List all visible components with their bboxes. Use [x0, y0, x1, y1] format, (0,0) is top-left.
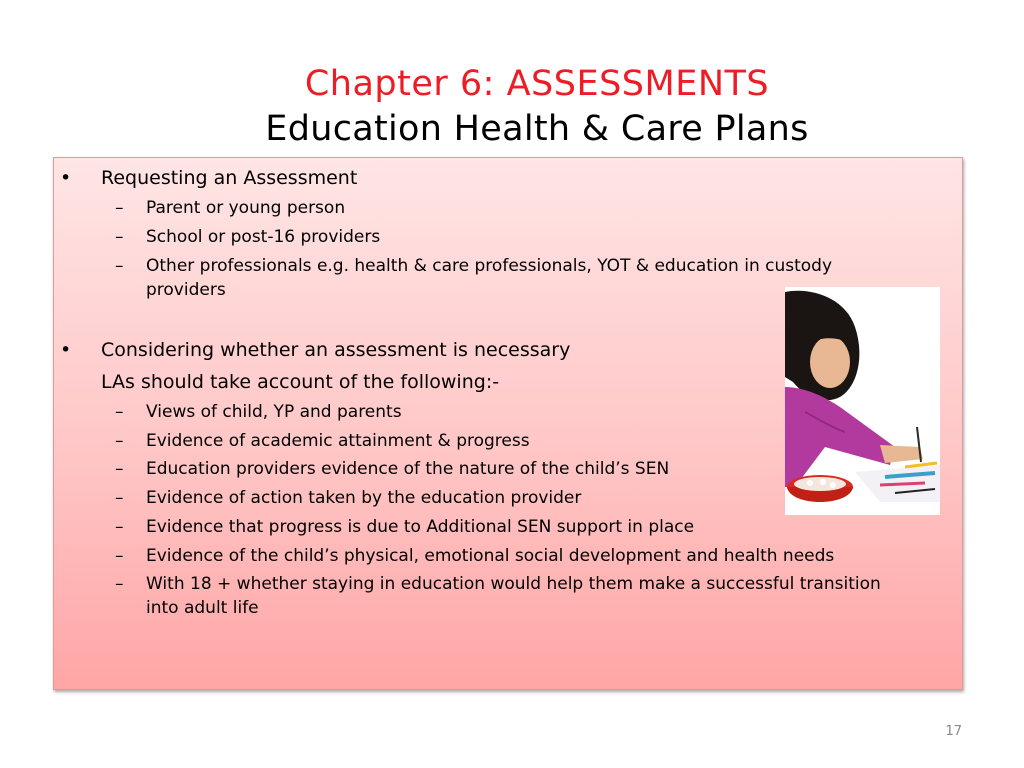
dash-icon: – [115, 459, 124, 479]
section-heading-considering: Considering whether an assessment is necessary [101, 339, 571, 361]
dash-icon: – [115, 546, 124, 566]
slide-title [0, 62, 1024, 152]
chapter-subtitle: Education Health & Care Plans [265, 109, 809, 149]
section-heading-requesting: Requesting an Assessment [101, 167, 358, 189]
dash-icon: – [115, 488, 124, 508]
dash-icon: – [115, 227, 124, 247]
dash-icon: – [115, 431, 124, 451]
bullet-icon: • [60, 339, 72, 361]
slide-number: 17 [945, 724, 962, 739]
list-item: Education providers evidence of the nature of the child’s SEN [146, 459, 670, 479]
list-item: Evidence of the child’s physical, emotional social development and health needs [146, 546, 835, 566]
dash-icon: – [115, 198, 124, 218]
list-item: With 18 + whether staying in education would help them make a successful transition [146, 574, 881, 594]
dash-icon: – [115, 517, 124, 537]
list-item-continuation: providers [146, 280, 226, 300]
dash-icon: – [115, 256, 124, 276]
dash-icon: – [115, 574, 124, 594]
dash-icon: – [115, 402, 124, 422]
chapter-title: Chapter 6: ASSESSMENTS [304, 64, 770, 104]
child-painting-photo [785, 287, 940, 515]
list-item: Parent or young person [146, 198, 346, 218]
bullet-icon: • [60, 167, 72, 189]
section-subheading: LAs should take account of the following:- [101, 371, 500, 393]
list-item: Other professionals e.g. health & care professionals, YOT & education in custody [146, 256, 833, 276]
list-item: Evidence that progress is due to Additional SEN support in place [146, 517, 695, 537]
list-item: Evidence of action taken by the education provider [146, 488, 582, 508]
list-item-continuation: into adult life [146, 598, 259, 618]
list-item: Views of child, YP and parents [146, 402, 402, 422]
list-item: School or post-16 providers [146, 227, 381, 247]
list-item: Evidence of academic attainment & progress [146, 431, 530, 451]
